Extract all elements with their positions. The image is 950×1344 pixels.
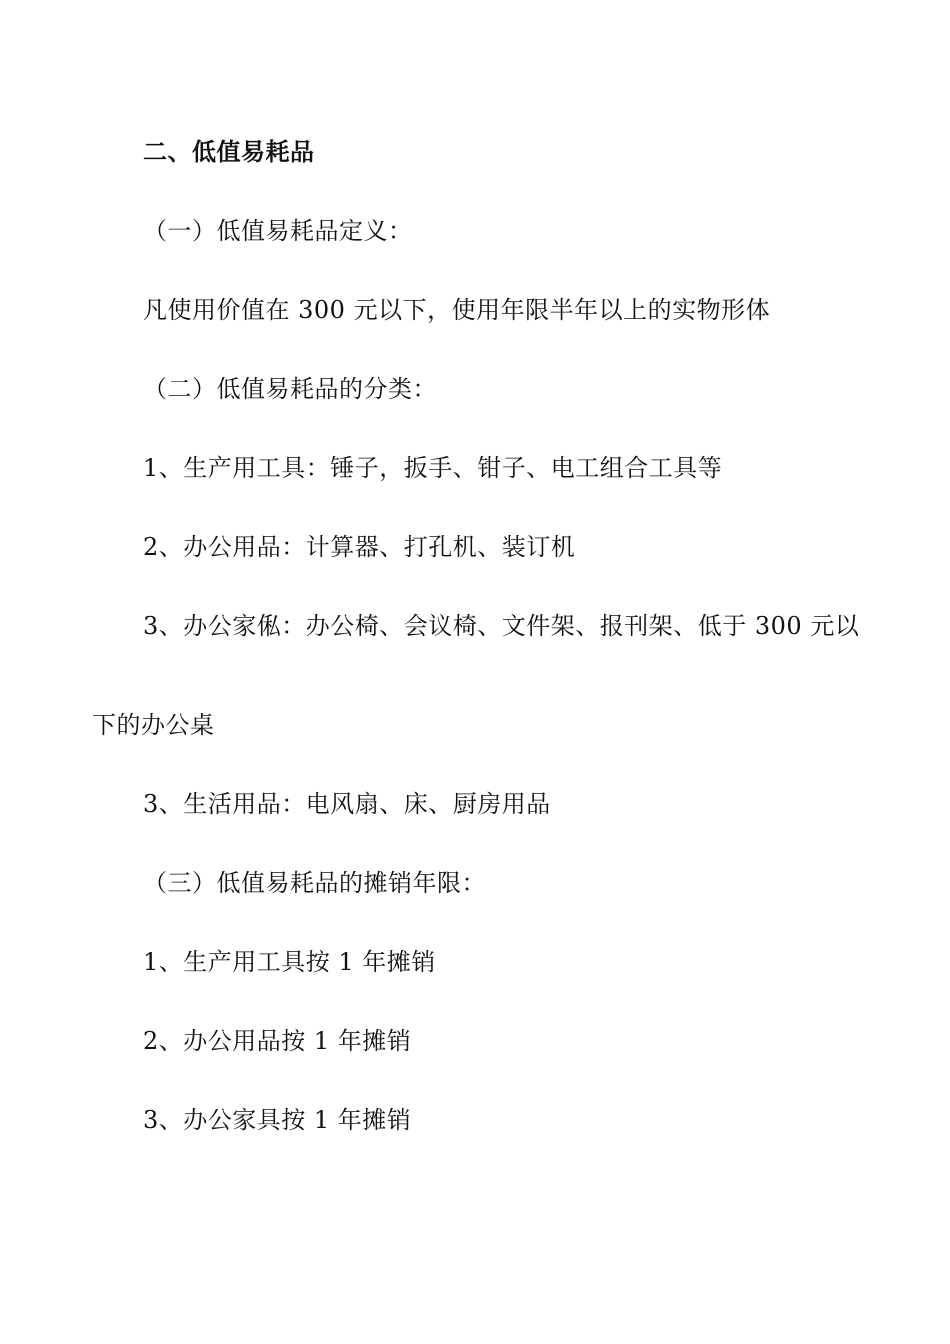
section-heading: 二、低值易耗品 [143,138,315,166]
classification-item: 2、办公用品：计算器、打孔机、装订机 [143,533,576,561]
classification-title: （二）低值易耗品的分类： [143,375,437,403]
classification-item: 3、生活用品：电风扇、床、厨房用品 [143,790,551,818]
definition-title: （一）低值易耗品定义： [143,217,413,245]
classification-item: 1、生产用工具：锤子，扳手、钳子、电工组合工具等 [143,454,723,482]
classification-item: 3、办公家俬：办公椅、会议椅、文件架、报刊架、低于 300 元以 [143,612,860,640]
amortization-title: （三）低值易耗品的摊销年限： [143,869,486,897]
amortization-item: 3、办公家具按 1 年摊销 [143,1106,412,1134]
classification-item-continuation: 下的办公桌 [92,711,215,739]
amortization-item: 2、办公用品按 1 年摊销 [143,1027,412,1055]
definition-text: 凡使用价值在 300 元以下，使用年限半年以上的实物形体 [143,296,771,324]
amortization-item: 1、生产用工具按 1 年摊销 [143,948,436,976]
